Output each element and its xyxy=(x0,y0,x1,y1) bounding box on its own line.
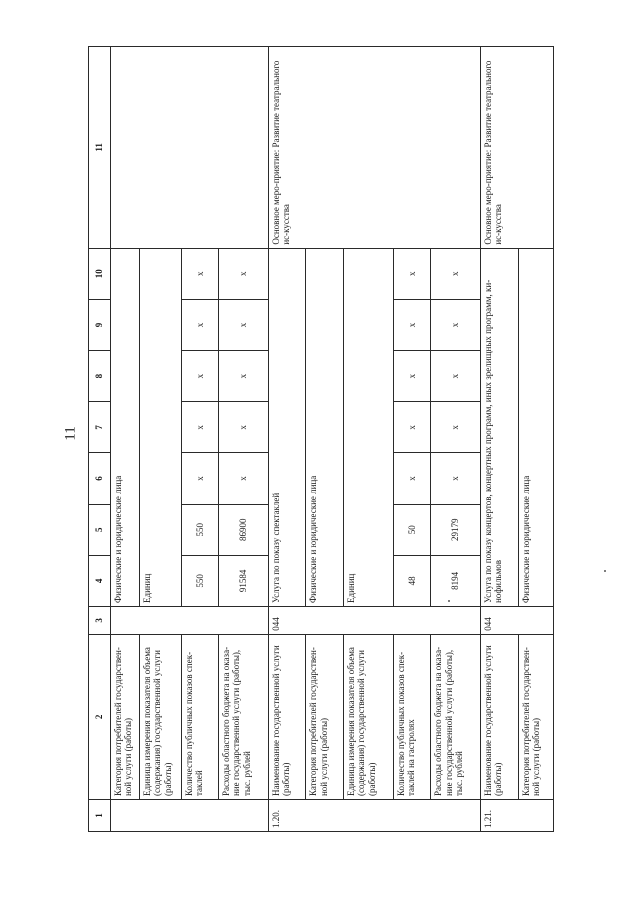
row-label: Количество публичных показов спек-таклей на гастролях xyxy=(393,634,430,799)
row-label: Единица измерения показателя объема (содержания) государственной услуги (работы) xyxy=(140,634,182,799)
x-cell: х xyxy=(219,453,269,504)
x-cell: х xyxy=(219,248,269,299)
table-row xyxy=(481,47,518,832)
header-cell: 9 xyxy=(89,299,111,350)
row-label: Наименование государственной услуги (работы) xyxy=(269,634,306,799)
row-label: Категория потребителей государствен-ной услуги (работы) xyxy=(306,634,343,799)
row-label: Единица измерения показателя объема (содержания) государственной услуги (работы) xyxy=(343,634,393,799)
x-cell: х xyxy=(431,248,481,299)
value-cell: 50 xyxy=(393,504,430,555)
x-cell: х xyxy=(431,351,481,402)
consumers-value: Физические и юридические лица xyxy=(518,248,553,606)
x-cell: х xyxy=(431,299,481,350)
main-event: Основное меро-приятие: Развитие театрального ис-кусства xyxy=(269,47,481,249)
unit-value: Единиц xyxy=(140,248,182,606)
row-label: Количество публичных показов спек-таклей xyxy=(181,634,218,799)
header-cell: 5 xyxy=(89,504,111,555)
x-cell: х xyxy=(431,453,481,504)
table-row xyxy=(269,47,306,832)
section-number: 1.20. xyxy=(269,800,481,832)
x-cell: х xyxy=(219,299,269,350)
section-code: 044 xyxy=(269,606,481,634)
header-cell: 8 xyxy=(89,351,111,402)
x-cell: х xyxy=(393,248,430,299)
rotated-table-sheet xyxy=(88,46,554,832)
consumers-value: Физические и юридические лица xyxy=(111,248,140,606)
value-cell: 48 xyxy=(393,555,430,606)
x-cell: х xyxy=(181,453,218,504)
x-cell: х xyxy=(181,402,218,453)
x-cell: х xyxy=(181,248,218,299)
x-cell: х xyxy=(393,299,430,350)
header-cell: 6 xyxy=(89,453,111,504)
header-cell: 1 xyxy=(89,800,111,832)
value-cell: 550 xyxy=(181,555,218,606)
page-number: 11 xyxy=(62,426,79,441)
unit-value: Единиц xyxy=(343,248,393,606)
value-cell: 91584 xyxy=(219,555,269,606)
x-cell: х xyxy=(181,351,218,402)
row-label: Категория потребителей государствен-ной услуги (работы) xyxy=(518,634,553,799)
x-cell: х xyxy=(431,402,481,453)
value-cell: 29179 xyxy=(431,504,481,555)
value-cell: 550 xyxy=(181,504,218,555)
row-label: Категория потребителей государствен-ной услуги (работы) xyxy=(111,634,140,799)
service-name: Услуга по показу спектаклей xyxy=(269,248,306,606)
row-label: Расходы областного бюджета на оказа-ние государственной услуги (работы), тыс. рублей xyxy=(219,634,269,799)
scan-speck xyxy=(448,600,450,602)
table-row xyxy=(111,47,140,832)
header-cell: 11 xyxy=(89,47,111,249)
row-label: Расходы областного бюджета на оказа-ние государственной услуги (работы), тыс. рублей xyxy=(431,634,481,799)
header-cell: 3 xyxy=(89,606,111,634)
section-code: 044 xyxy=(481,606,554,634)
scan-speck xyxy=(604,570,606,572)
header-cell: 10 xyxy=(89,248,111,299)
x-cell: х xyxy=(219,351,269,402)
x-cell: х xyxy=(393,351,430,402)
row-label: Наименование государственной услуги (работы) xyxy=(481,634,518,799)
x-cell: х xyxy=(181,299,218,350)
value-cell: 86900 xyxy=(219,504,269,555)
x-cell: х xyxy=(393,453,430,504)
header-cell: 2 xyxy=(89,634,111,799)
x-cell: х xyxy=(393,402,430,453)
main-event: Основное меро-приятие: Развитие театрального ис-кусства xyxy=(481,47,554,249)
header-row xyxy=(89,47,111,832)
value-cell: 8194 xyxy=(431,555,481,606)
service-name: Услуга по показу концертов, концертных программ, иных зрелищных программ, ки-нофильмов xyxy=(481,248,518,606)
consumers-value: Физические и юридические лица xyxy=(306,248,343,606)
x-cell: х xyxy=(219,402,269,453)
header-cell: 7 xyxy=(89,402,111,453)
header-cell: 4 xyxy=(89,555,111,606)
section-number: 1.21. xyxy=(481,800,554,832)
program-table xyxy=(88,46,554,832)
